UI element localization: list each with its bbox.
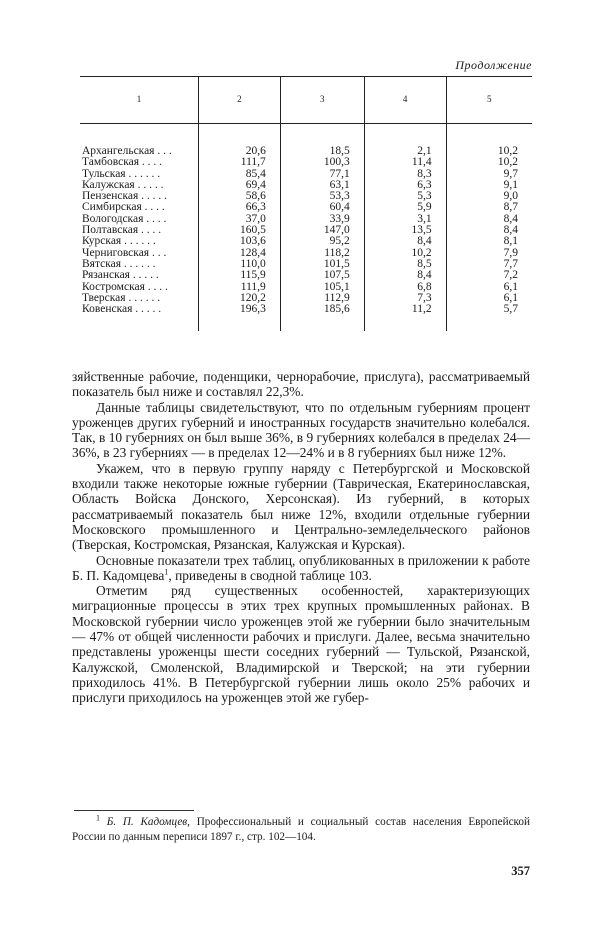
table-cell: 196,3 — [198, 304, 280, 331]
column-header: 4 — [364, 77, 446, 124]
table-cell: 111,9 — [198, 282, 280, 293]
province-name-cell: Полтавская . . . . — [82, 224, 162, 237]
province-name-cell: Тульская . . . . . . — [82, 167, 161, 180]
page-number: 357 — [511, 864, 530, 878]
footnote-divider — [74, 810, 194, 811]
column-header: 2 — [198, 77, 280, 124]
province-name-cell: Вологодская . . . . — [82, 212, 167, 225]
province-name-cell: Тверская . . . . . . — [82, 291, 161, 304]
table-cell: 118,2 — [280, 248, 364, 259]
footnote-text: Профессиональный и социальный состав населения Европейской России по данным переписи 1897 г., стр. 102—104. — [72, 816, 531, 843]
table-cell: 10,2 — [446, 157, 532, 168]
table-cell: 20,6 — [198, 124, 280, 158]
column-header: 5 — [446, 77, 532, 124]
paragraph: зяйственные рабочие, поденщики, чернорабочие, прислуга), рассматриваемый показатель был ниже и составлял 22,3%. — [72, 369, 530, 400]
footnote-author: Б. П. Кадомцев, — [106, 816, 190, 828]
table-row — [80, 270, 532, 281]
table-cell: 6,1 — [446, 293, 532, 304]
table-cell: 9,7 — [446, 169, 532, 180]
table-cell: 77,1 — [280, 169, 364, 180]
table-row — [80, 236, 532, 247]
province-name-cell: Пензенская . . . . . — [82, 190, 168, 203]
table-cell: 5,7 — [446, 304, 532, 331]
table-cell: 5,3 — [364, 191, 446, 202]
table-cell: 105,1 — [280, 282, 364, 293]
footnote-marker: 1 — [96, 813, 100, 823]
paragraph-text: , приведены в сводной таблице 103. — [168, 567, 372, 583]
table-cell: 37,0 — [198, 214, 280, 225]
table-cell: 95,2 — [280, 236, 364, 247]
table-cell: 33,9 — [280, 214, 364, 225]
table-cell: 10,2 — [446, 124, 532, 158]
table-cell: 7,7 — [446, 259, 532, 270]
table-cell: 3,1 — [364, 214, 446, 225]
table-cell: 58,6 — [198, 191, 280, 202]
table-cell: 8,1 — [446, 236, 532, 247]
province-name-cell: Рязанская . . . . . — [82, 269, 159, 282]
footnote — [72, 815, 530, 844]
table-cell: 110,0 — [198, 259, 280, 270]
table-cell: 8,4 — [446, 225, 532, 236]
table-cell: 53,3 — [280, 191, 364, 202]
table-cell: 63,1 — [280, 180, 364, 191]
table-cell: 9,0 — [446, 191, 532, 202]
table-cell: 7,2 — [446, 270, 532, 281]
table-cell: 147,0 — [280, 225, 364, 236]
paragraph: Данные таблицы свидетельствуют, что по отдельным губерниям процент уроженцев других губерний и иностранных государств значительно колебался. Так, в 10 губерниях он был выше 36%, в 9 губерниях колебался в пределах 24—36%, в 23 губерниях — в пределах 12—24% и в 8 губерниях был ниже 12%. — [72, 399, 530, 461]
table-row — [80, 304, 532, 331]
body-text — [72, 369, 530, 706]
table-cell: 8,4 — [364, 270, 446, 281]
province-name-cell: Костромская . . . . — [82, 280, 168, 293]
table-cell: 103,6 — [198, 236, 280, 247]
table-cell: 107,5 — [280, 270, 364, 281]
paragraph: Отметим ряд существенных особенностей, характеризующих миграционные процессы в этих трех крупных промышленных районах. В Московской губернии число уроженцев этой же губернии было значительным — 47% от общей численности рабочих и прислуги. Далее, весьма значительно представлены уроженцы шести соседних губерний — Тульской, Рязанской, Калужской, Смоленской, Владимирской и Тверской; на эти губернии приходилось 41%. В Петербургской губернии лишь около 25% рабочих и прислуги приходилось на уроженцев этой же губер- — [72, 583, 530, 706]
table-cell: 8,4 — [364, 236, 446, 247]
table-cell: 9,1 — [446, 180, 532, 191]
paragraph: Укажем, что в первую группу наряду с Петербургской и Московской входили также некоторые южные губернии (Таврическая, Екатеринославская, Область Войска Донского, Херсонская). Из губерний, в которых рассматриваемый показатель был ниже 12%, входили отдельные губернии Московского промышленного и Центрально-земледельческого районов (Тверская, Костромская, Рязанская, Калужская и Курская). — [72, 460, 530, 553]
table-cell: 8,5 — [364, 259, 446, 270]
table-cell: 8,7 — [446, 202, 532, 213]
table-cell: 13,5 — [364, 225, 446, 236]
table-cell: 11,2 — [364, 304, 446, 331]
table-cell: 7,9 — [446, 248, 532, 259]
province-name-cell: Архангельская . . . — [82, 145, 172, 157]
table-cell: 6,1 — [446, 282, 532, 293]
province-name-cell: Тамбовская . . . . — [82, 156, 162, 169]
table-header-row — [80, 77, 532, 124]
table-cell: 60,4 — [280, 202, 364, 213]
province-name-cell: Черниговская . . . — [82, 246, 167, 259]
table-cell: 185,6 — [280, 304, 364, 331]
table-cell: 115,9 — [198, 270, 280, 281]
table-cell: 7,3 — [364, 293, 446, 304]
table-cell: 160,5 — [198, 225, 280, 236]
table-row — [80, 157, 532, 168]
column-header: 3 — [280, 77, 364, 124]
table-cell: 8,4 — [446, 214, 532, 225]
province-name-cell: Симбирская . . . . — [82, 201, 165, 214]
table-cell: 10,2 — [364, 248, 446, 259]
table-cell: 128,4 — [198, 248, 280, 259]
province-name-cell: Курская . . . . . . — [82, 235, 156, 248]
table-cell: 85,4 — [198, 169, 280, 180]
table-cell: 6,3 — [364, 180, 446, 191]
province-name-cell: Калужская . . . . . — [82, 178, 164, 191]
province-name-cell: Вятская . . . . . . — [82, 257, 156, 270]
table-cell: 100,3 — [280, 157, 364, 168]
table-body — [80, 124, 532, 332]
footnote-reference: 1 — [164, 567, 169, 577]
paragraph — [72, 553, 530, 584]
table-cell: 18,5 — [280, 124, 364, 158]
running-head: Продолжение — [455, 58, 532, 72]
table-cell: 120,2 — [198, 293, 280, 304]
table-cell: 2,1 — [364, 124, 446, 158]
table-cell: 101,5 — [280, 259, 364, 270]
table-cell: 112,9 — [280, 293, 364, 304]
column-header: 1 — [80, 77, 198, 124]
table-cell: 6,8 — [364, 282, 446, 293]
paragraph-text: Основные показатели трех таблиц, опубликованных в приложении к работе Б. П. Кадомцева — [72, 552, 530, 583]
data-table — [80, 76, 532, 331]
table-cell: 8,3 — [364, 169, 446, 180]
table-cell: 11,4 — [364, 157, 446, 168]
table-cell: 66,3 — [198, 202, 280, 213]
table-cell: 5,9 — [364, 202, 446, 213]
table-cell: 69,4 — [198, 180, 280, 191]
table-cell: 111,7 — [198, 157, 280, 168]
table-row — [80, 124, 532, 158]
province-name-cell: Ковенская . . . . . — [82, 303, 162, 316]
